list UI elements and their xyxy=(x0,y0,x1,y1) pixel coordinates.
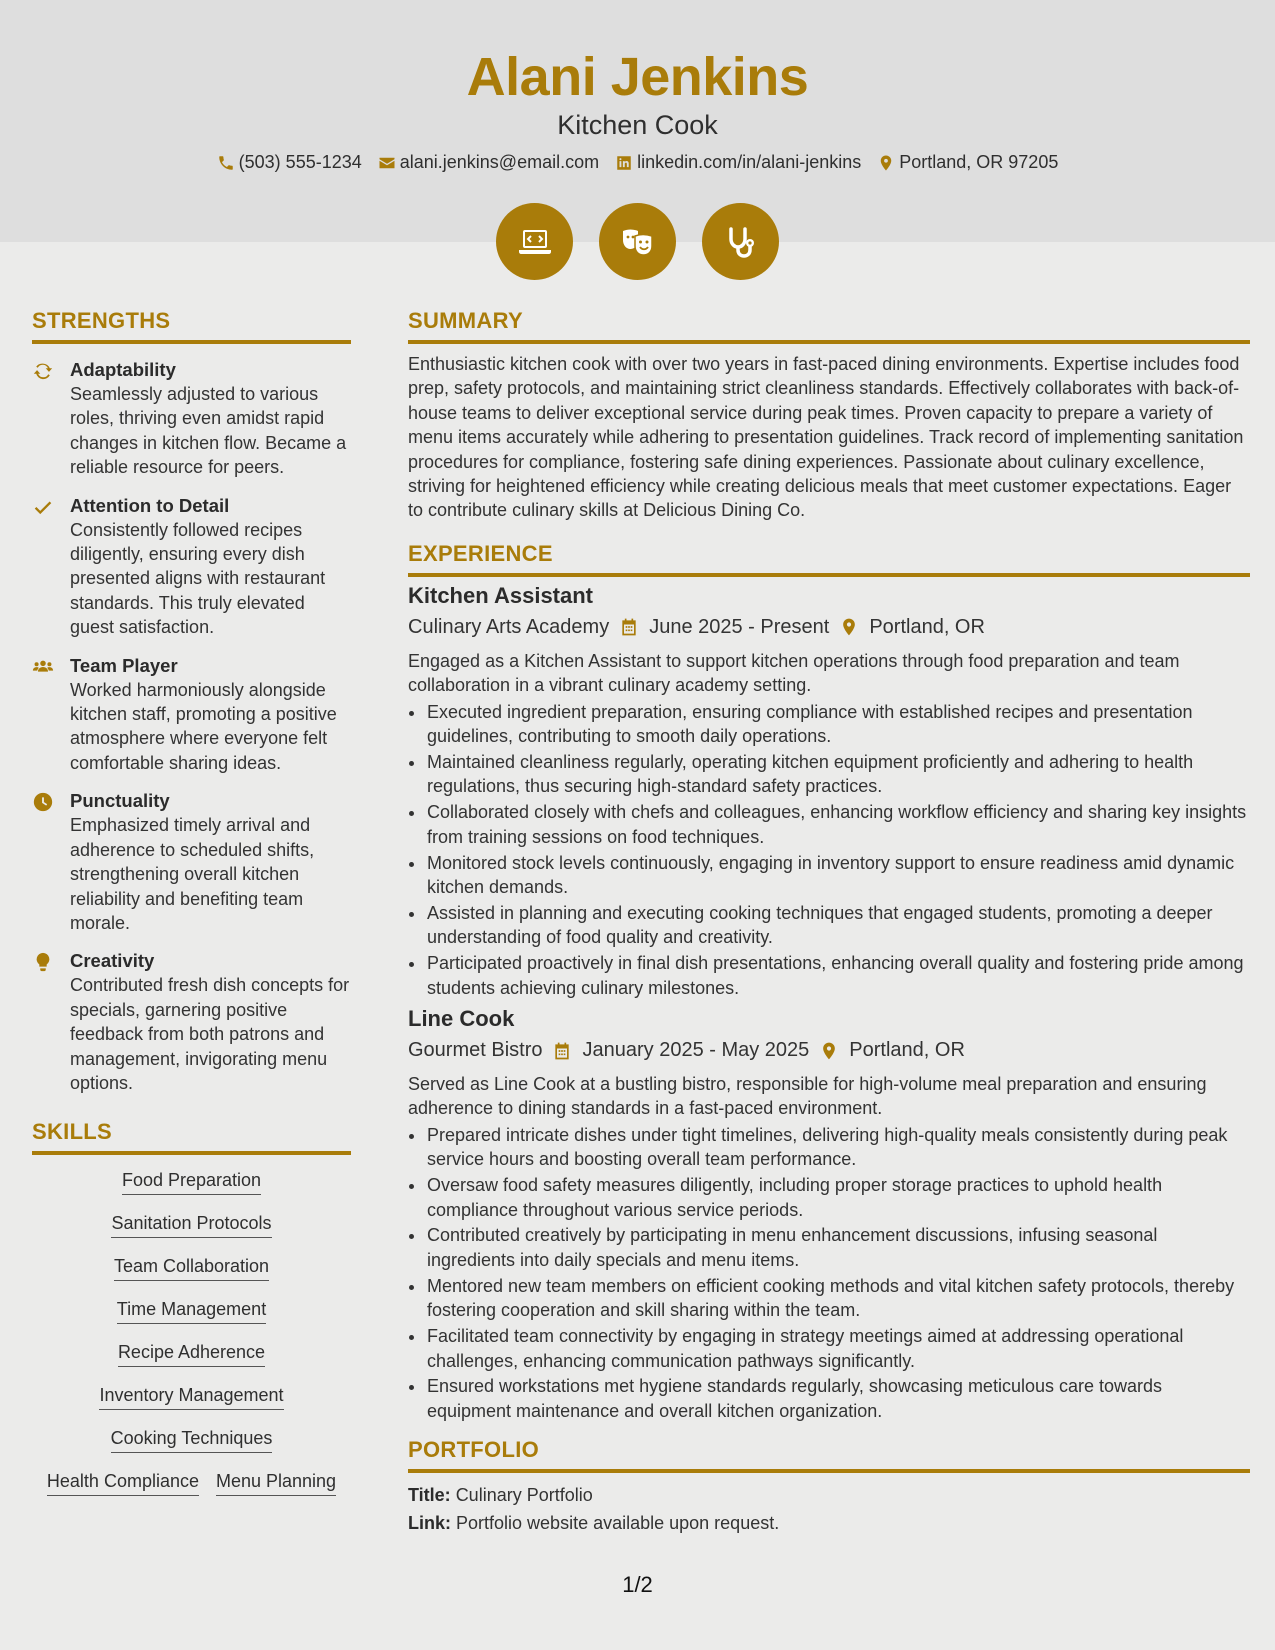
skills-heading: SKILLS xyxy=(32,1119,351,1155)
skill-tag: Health Compliance xyxy=(47,1470,199,1496)
job-location: Portland, OR xyxy=(869,615,985,638)
strength-desc: Contributed fresh dish concepts for specials, garnering positive feedback from both patrons and management, invigorating menu options. xyxy=(70,975,350,1093)
phone-icon xyxy=(217,154,235,172)
page-number: 1/2 xyxy=(622,1572,653,1597)
experience-heading: EXPERIENCE xyxy=(408,541,1250,577)
job-bullets xyxy=(426,1123,1250,1423)
portfolio-heading: PORTFOLIO xyxy=(408,1437,1250,1473)
candidate-title: Kitchen Cook xyxy=(557,110,718,140)
strength-desc: Seamlessly adjusted to various roles, thriving even amidst rapid changes in kitchen flow. Became a reliable resource for peers. xyxy=(70,384,347,478)
linkedin-icon xyxy=(615,154,633,172)
strength-desc: Worked harmoniously alongside kitchen staff, promoting a positive atmosphere where everyone felt comfortable sharing ideas. xyxy=(70,679,337,773)
skill-tag: Recipe Adherence xyxy=(118,1341,265,1367)
skill-tag: Time Management xyxy=(117,1298,266,1324)
right-column xyxy=(408,308,1250,1537)
map-marker-icon xyxy=(877,154,895,172)
contact-linkedin[interactable] xyxy=(615,152,861,173)
strength-title: Creativity xyxy=(70,950,155,972)
job-bullet: • Assisted in planning and executing cooking techniques that engaged students, promoting a deeper understanding of food quality and creativity. xyxy=(426,901,1250,950)
skill-tag: Food Preparation xyxy=(122,1169,261,1195)
strength-desc: Consistently followed recipes diligently, ensuring every dish presented aligns with restaurant standards. This truly elevated guest satisfaction. xyxy=(70,519,326,638)
summary-text: Enthusiastic kitchen cook with over two years in fast-paced dining environments. Expertise includes food prep, safety protocols, and maintaining strict cleanliness standards. Effectively collaborates with back-of-house teams to deliver exceptional service during peak times. Proven capacity to prepare a variety of menu items accurately while adhering to presentation guidelines. Track record of implementing sanitation procedures for compliance, fostering safe dining experiences. Passionate about culinary excellence, striving for heightened efficiency while creating delicious meals that meet customer expectations. Eager to contribute culinary skills at Delicious Dining Co. xyxy=(408,354,1244,521)
contact-phone[interactable] xyxy=(217,152,362,173)
badge-row xyxy=(0,203,1275,280)
phone-text: (503) 555-1234 xyxy=(238,152,362,172)
job-bullet: • Prepared intricate dishes under tight timelines, delivering high-quality meals consistently during peak service hours and boosting overall team performance. xyxy=(426,1123,1250,1172)
job-description: Engaged as a Kitchen Assistant to support kitchen operations through food preparation and team collaboration in a vibrant culinary academy setting. xyxy=(408,650,1180,696)
job-company: Gourmet Bistro xyxy=(408,1039,543,1062)
portfolio-title-line xyxy=(408,1481,1250,1509)
job-bullet: • Facilitated team connectivity by engaging in strategy meetings aimed at addressing operational challenges, enhancing communication pathways significantly. xyxy=(426,1324,1250,1373)
laptop-code-icon xyxy=(515,222,555,262)
check-icon xyxy=(32,496,54,518)
portfolio-title-value: Culinary Portfolio xyxy=(455,1485,593,1506)
job-bullet: • Ensured workstations met hygiene standards regularly, showcasing meticulous care towards equipment maintenance and overall kitchen organization. xyxy=(426,1374,1250,1423)
job-bullet: • Monitored stock levels continuously, engaging in inventory support to ensure readiness amid dynamic kitchen demands. xyxy=(426,851,1250,900)
summary-heading: SUMMARY xyxy=(408,308,1250,344)
linkedin-text: linkedin.com/in/alani-jenkins xyxy=(637,152,862,172)
lightbulb-icon xyxy=(32,951,54,973)
laptop-code-badge xyxy=(496,203,573,280)
job-entry xyxy=(408,583,1250,1000)
contact-location xyxy=(877,152,1058,173)
portfolio-link-line xyxy=(408,1509,1250,1537)
job-bullet: • Contributed creatively by participating in menu enhancement discussions, infusing seasonal ingredients into daily specials and menu items. xyxy=(426,1223,1250,1272)
portfolio-section xyxy=(408,1481,1250,1537)
job-company: Culinary Arts Academy xyxy=(408,615,610,638)
calendar-icon xyxy=(619,617,639,637)
strength-desc: Emphasized timely arrival and adherence to scheduled shifts, strengthening overall kitchen reliability and benefiting team morale. xyxy=(70,815,315,933)
stethoscope-badge xyxy=(702,203,779,280)
skills-list xyxy=(32,1169,351,1496)
job-location: Portland, OR xyxy=(849,1039,965,1062)
strength-item xyxy=(32,949,351,1095)
strength-item xyxy=(32,654,351,776)
strength-item xyxy=(32,789,351,935)
skill-tag: Sanitation Protocols xyxy=(111,1212,271,1238)
job-title: Line Cook xyxy=(408,1006,515,1032)
strengths-heading: STRENGTHS xyxy=(32,308,351,344)
job-meta xyxy=(408,1039,1250,1062)
portfolio-link-value: Portfolio website available upon request. xyxy=(456,1513,780,1534)
job-meta xyxy=(408,616,1250,639)
job-dates: January 2025 - May 2025 xyxy=(582,1039,810,1062)
strength-title: Team Player xyxy=(70,654,178,676)
job-bullet: • Oversaw food safety measures diligently, including proper storage practices to uphold health compliance throughout various service periods. xyxy=(426,1173,1250,1222)
envelope-icon xyxy=(378,154,396,172)
portfolio-link-label: Link: xyxy=(408,1513,451,1534)
job-bullet: • Maintained cleanliness regularly, operating kitchen equipment proficiently and adhering to health regulations, thus securing high-standard safety practices. xyxy=(426,750,1250,799)
skill-tag: Cooking Techniques xyxy=(111,1427,273,1453)
job-entry xyxy=(408,1006,1250,1423)
contact-bar xyxy=(0,152,1275,173)
skill-tag: Team Collaboration xyxy=(114,1255,269,1281)
strength-title: Adaptability xyxy=(70,359,176,380)
contact-email[interactable] xyxy=(378,152,599,173)
strength-title: Punctuality xyxy=(70,790,170,812)
skill-tag: Menu Planning xyxy=(216,1470,336,1496)
job-dates: June 2025 - Present xyxy=(649,615,830,638)
job-bullet: • Mentored new team members on efficient cooking methods and vital kitchen safety protocols, thereby fostering cooperation and skill sharing within the team. xyxy=(426,1274,1250,1323)
users-icon xyxy=(32,656,54,678)
job-bullet: • Collaborated closely with chefs and colleagues, enhancing workflow efficiency and sharing key insights from training sessions on food techniques. xyxy=(426,800,1250,849)
left-column xyxy=(32,308,351,1496)
job-title: Kitchen Assistant xyxy=(408,582,594,608)
strength-item xyxy=(32,358,351,480)
job-bullet: • Executed ingredient preparation, ensuring compliance with established recipes and presentation guidelines, contributing to smooth daily operations. xyxy=(426,700,1250,749)
theater-masks-badge xyxy=(599,203,676,280)
portfolio-title-label: Title: xyxy=(408,1485,451,1506)
skill-tag: Inventory Management xyxy=(99,1384,283,1410)
strengths-list xyxy=(32,358,351,1095)
map-marker-icon xyxy=(839,617,859,637)
job-description: Served as Line Cook at a bustling bistro, responsible for high-volume meal preparation and ensuring adherence to dining standards in a fast-paced environment. xyxy=(408,1074,1207,1119)
sync-icon xyxy=(32,360,54,382)
strength-item xyxy=(32,494,351,640)
email-text: alani.jenkins@email.com xyxy=(399,152,600,172)
candidate-name: Alani Jenkins xyxy=(466,47,809,107)
calendar-icon xyxy=(552,1041,572,1061)
theater-masks-icon xyxy=(618,222,658,262)
location-text: Portland, OR 97205 xyxy=(899,152,1059,172)
job-bullets xyxy=(426,700,1250,1000)
clock-icon xyxy=(32,791,54,813)
map-marker-icon xyxy=(819,1041,839,1061)
stethoscope-icon xyxy=(721,222,761,262)
job-bullet: • Participated proactively in final dish presentations, enhancing overall quality and fostering pride among students achieving culinary milestones. xyxy=(426,951,1250,1000)
strength-title: Attention to Detail xyxy=(70,494,230,516)
